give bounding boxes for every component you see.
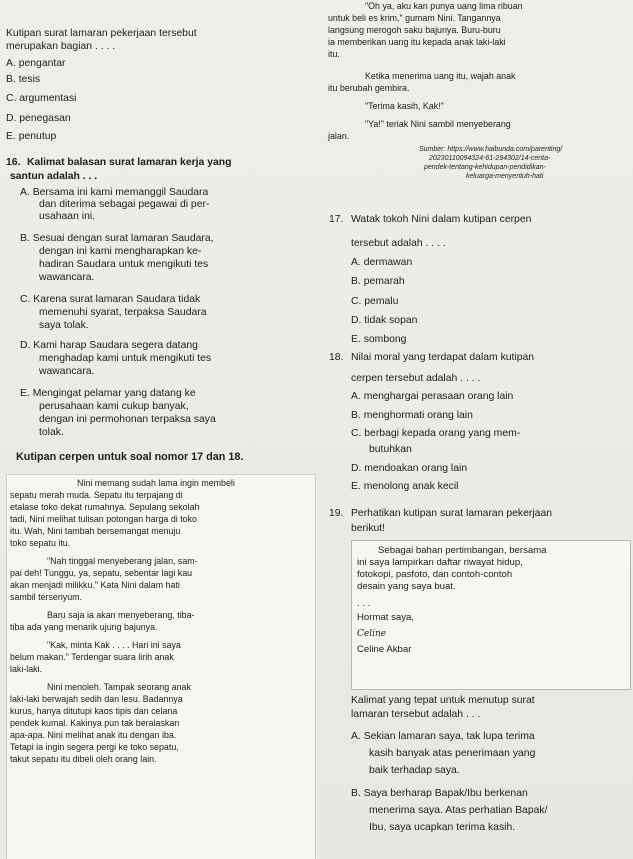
q18-option-e[interactable]: E. menolong anak kecil	[351, 481, 459, 492]
q15-stem-line: Kutipan surat lamaran pekerjaan tersebut	[6, 28, 197, 39]
passage-line: Baru saja ia akan menyeberang, tiba-	[47, 610, 195, 620]
passage-line: ia memberikan uang itu kepada anak laki-laki	[328, 37, 506, 47]
q15-option-d[interactable]: D. penegasan	[6, 113, 71, 124]
passage-line: sambil tersenyum.	[10, 592, 83, 602]
q16-option-c[interactable]: C. Karena surat lamaran Saudara tidak	[20, 294, 201, 305]
letter-line: ini saya lampirkan daftar riwayat hidup,	[357, 557, 523, 568]
passage-line: "Terima kasih, Kak!"	[365, 101, 444, 111]
passage-line: pai deh! Tunggu, ya, sepatu, sebentar lagi kau	[10, 568, 193, 578]
q17-option-a[interactable]: A. dermawan	[351, 257, 413, 268]
q16-option-line: saya tolak.	[39, 320, 89, 331]
passage-line: "Ya!" teriak Nini sambil menyeberang	[365, 119, 511, 129]
q17-option-e[interactable]: E. sombong	[351, 334, 407, 345]
q19-stem-line: berikut!	[351, 523, 386, 534]
q15-option-e[interactable]: E. penutup	[6, 131, 57, 142]
q19-option-line: kasih banyak atas penerimaan yang	[369, 748, 536, 759]
letter-line: Sebagai bahan pertimbangan, bersama	[378, 545, 547, 556]
passage-line: Ketika menerima uang itu, wajah anak	[365, 71, 516, 81]
q17-option-d[interactable]: D. tidak sopan	[351, 315, 418, 326]
q16-option-line: menghadap kami untuk mengikuti tes	[39, 353, 212, 364]
q16-option-a[interactable]: A. Bersama ini kami memanggil Saudara	[20, 187, 209, 198]
q18-number: 18.	[329, 352, 344, 363]
letter-signer: Celine Akbar	[357, 644, 412, 655]
signature: Celine	[357, 629, 387, 639]
q16-option-line: dengan ini permohonan terpaksa saya	[39, 414, 216, 425]
q19-stem-line: Perhatikan kutipan surat lamaran pekerjaan	[351, 508, 553, 519]
source-line: 20230110094324-61-294302/14-cerita-	[429, 155, 551, 162]
letter-excerpt-box	[351, 540, 631, 690]
passage-line: Tetapi ia ingin segera pergi ke toko sepatu,	[10, 742, 179, 752]
passage-line: etalase toko dekat rumahnya. Sepulang sekolah	[10, 502, 200, 512]
q16-option-line: memenuhi syarat, terpaksa Saudara	[39, 307, 207, 318]
passage-box	[6, 474, 316, 859]
q19-option-line: Ibu, saya ucapkan terima kasih.	[369, 822, 516, 833]
passage-line: Nini memang sudah lama ingin membeli	[77, 478, 235, 488]
passage-line: takut sepatu itu dibeli oleh orang lain.	[10, 754, 157, 764]
q16-option-e[interactable]: E. Mengingat pelamar yang datang ke	[20, 388, 196, 399]
q18-option-c[interactable]: C. berbagi kepada orang yang mem-	[351, 428, 521, 439]
q16-option-line: usahaan ini.	[39, 211, 96, 222]
passage-line: apa-apa. Nini melihat anak itu dengan iba.	[10, 730, 177, 740]
passage-line: laki-laki berwajah sedih dan lesu. Badannya	[10, 694, 183, 704]
q18-stem-line: cerpen tersebut adalah . . . .	[351, 373, 481, 384]
q15-option-b[interactable]: B. tesis	[6, 74, 41, 85]
q19-question-line: lamaran tersebut adalah . . .	[351, 709, 481, 720]
q19-option-line: menerima saya. Atas perhatian Bapak/	[369, 805, 548, 816]
q16-number: 16.	[6, 157, 21, 168]
passage-line: "Kak, minta Kak . . . . Hari ini saya	[47, 640, 181, 650]
passage-line: Nini menoleh. Tampak seorang anak	[47, 682, 191, 692]
q16-option-line: perusahaan kami cukup banyak,	[39, 401, 189, 412]
passage-line: sepatu merah muda. Sepatu itu terpajang di	[10, 490, 183, 500]
q16-option-line: dengan ini kami mengharapkan ke-	[39, 246, 202, 257]
q19-number: 19.	[329, 508, 344, 519]
passage-line: belum makan." Terdengar suara lirih anak	[10, 652, 174, 662]
letter-line: fotokopi, pasfoto, dan contoh-contoh	[357, 569, 513, 580]
q16-option-d[interactable]: D. Kami harap Saudara segera datang	[20, 340, 198, 351]
q18-option-a[interactable]: A. menghargai perasaan orang lain	[351, 391, 514, 402]
passage-line: "Oh ya, aku kan punya uang lima ribuan	[365, 1, 523, 11]
source-line: keluarga-menyentuh-hati	[466, 173, 544, 180]
q15-stem-line: merupakan bagian . . . .	[6, 41, 116, 52]
q15-option-c[interactable]: C. argumentasi	[6, 93, 77, 104]
source-line: pendek-tentang-kehidupan-pendidikan-	[424, 164, 546, 171]
q17-number: 17.	[329, 214, 344, 225]
passage-line: tiba ada yang menarik ujung bajunya.	[10, 622, 158, 632]
passage-line: pendek kumal. Kakinya pun tak beralaskan	[10, 718, 180, 728]
letter-line: Hormat saya,	[357, 612, 415, 623]
q16-option-line: tolak.	[39, 427, 64, 438]
letter-line: desain yang saya buat.	[357, 581, 456, 592]
passage-line: laki-laki.	[10, 664, 43, 674]
passage-line: itu.	[328, 49, 340, 59]
passage-line: kurus, hanya ditutupi kaos tipis dan celana	[10, 706, 178, 716]
q18-option-b[interactable]: B. menghormati orang lain	[351, 410, 473, 421]
q16-option-b[interactable]: B. Sesuai dengan surat lamaran Saudara,	[20, 233, 214, 244]
letter-line: . . .	[357, 598, 371, 609]
passage-continuation	[324, 0, 631, 166]
q17-option-c[interactable]: C. pemalu	[351, 296, 399, 307]
q19-option-b[interactable]: B. Saya berharap Bapak/Ibu berkenan	[351, 788, 528, 799]
q15-option-a[interactable]: A. pengantar	[6, 58, 66, 69]
passage-heading: Kutipan cerpen untuk soal nomor 17 dan 18.	[16, 451, 244, 463]
passage-line: itu. Wah, Nini tambah bersemangat menuju	[10, 526, 181, 536]
q17-stem-line: Watak tokoh Nini dalam kutipan cerpen	[351, 214, 532, 225]
source-line: Sumber: https://www.haibunda.com/parenting/	[419, 146, 563, 153]
q18-option-d[interactable]: D. mendoakan orang lain	[351, 463, 468, 474]
passage-line: untuk beli es krim," gumam Nini. Tangannya	[328, 13, 501, 23]
passage-line: jalan.	[328, 131, 350, 141]
q17-stem-line: tersebut adalah . . . .	[351, 238, 446, 249]
passage-line: tadi, Nini melihat tulisan potongan harga di toko	[10, 514, 197, 524]
q16-stem-line: santun adalah . . .	[10, 171, 98, 182]
q19-option-a[interactable]: A. Sekian lamaran saya, tak lupa terima	[351, 731, 535, 742]
q18-stem-line: Nilai moral yang terdapat dalam kutipan	[351, 352, 535, 363]
q17-option-b[interactable]: B. pemarah	[351, 276, 405, 287]
q16-option-line: hadiran Saudara untuk mengikuti tes	[39, 259, 209, 270]
q18-option-line: butuhkan	[369, 444, 412, 455]
passage-line: langsung merogoh saku bajunya. Buru-buru	[328, 25, 501, 35]
passage-line: "Nah tinggal menyeberang jalan, sam-	[47, 556, 198, 566]
q16-stem-line: Kalimat balasan surat lamaran kerja yang	[27, 157, 232, 168]
passage-line: akan menjadi milikku." Kata Nini dalam hati	[10, 580, 180, 590]
q19-option-line: baik terhadap saya.	[369, 765, 460, 776]
q16-option-line: dan diterima sebagai pegawai di per-	[39, 199, 210, 210]
passage-line: toko sepatu itu.	[10, 538, 71, 548]
q16-option-line: wawancara.	[39, 366, 95, 377]
q16-option-line: wawancara.	[39, 272, 95, 283]
q19-question-line: Kalimat yang tepat untuk menutup surat	[351, 695, 535, 706]
passage-line: itu berubah gembira.	[328, 83, 410, 93]
